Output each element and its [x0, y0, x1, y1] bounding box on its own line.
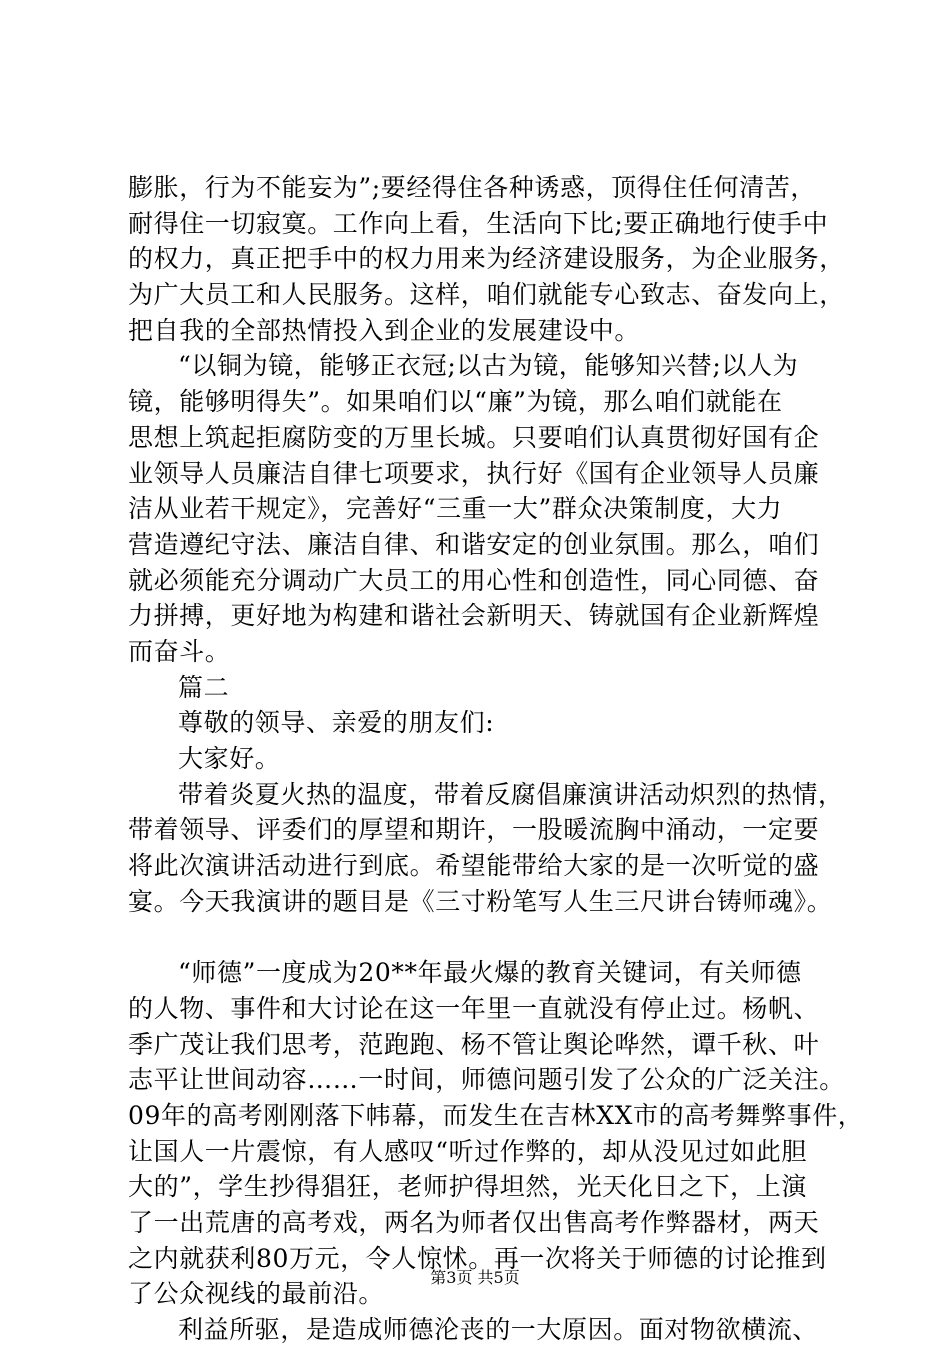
- text-line: 的人物、事件和大讨论在这一年里一直就没有停止过。杨帆、: [128, 993, 820, 1023]
- body-text: [128, 170, 864, 1348]
- text-line: 大的”，学生抄得猖狂，老师护得坦然，光天化日之下，上演: [128, 1172, 807, 1202]
- text-line: 了一出荒唐的高考戏，两名为师者仅出售高考作弊器材，两天: [128, 1207, 820, 1237]
- text-line: 了公众视线的最前沿。: [128, 1279, 385, 1309]
- text-line: 带着领导、评委们的厚望和期许，一股暖流胸中涌动，一定要: [128, 815, 820, 845]
- text-line: 营造遵纪守法、廉洁自律、和谐安定的创业氛围。那么，咱们: [128, 529, 820, 559]
- text-line: 宴。今天我演讲的题目是《三寸粉笔写人生三尺讲台铸师魂》。: [128, 886, 833, 916]
- page-number-footer: 第3页 共5页: [430, 1268, 520, 1287]
- paragraph-start-line: “以铜为镜，能够正衣冠;以古为镜，能够知兴替;以人为: [178, 351, 799, 381]
- text-line: 的权力，真正把手中的权力用来为经济建设服务，为企业服务，: [128, 244, 845, 274]
- text-line: 思想上筑起拒腐防变的万里长城。只要咱们认真贯彻好国有企: [128, 422, 820, 452]
- text-line: 就必须能充分调动广大员工的用心性和创造性，同心同德、奋: [128, 565, 820, 595]
- text-line: 志平让世间动容……一时间，师德问题引发了公众的广泛关注。: [128, 1065, 845, 1095]
- paragraph-start-line: 带着炎夏火热的温度，带着反腐倡廉演讲活动炽烈的热情，: [178, 779, 844, 809]
- text-line: 力拼搏，更好地为构建和谐社会新明天、铸就国有企业新辉煌: [128, 601, 820, 631]
- paragraph-start-line: 利益所驱，是造成师德沦丧的一大原因。面对物欲横流、: [178, 1315, 819, 1344]
- salutation: 尊敬的领导、亲爱的朋友们:: [178, 708, 495, 738]
- section-heading: 篇二: [178, 672, 230, 702]
- text-line: 而奋斗。: [128, 636, 231, 666]
- text-line: 让国人一片震惊，有人感叹“听过作弊的，却从没见过如此胆: [128, 1136, 807, 1166]
- text-line: 把自我的全部热情投入到企业的发展建设中。: [128, 315, 641, 345]
- greeting: 大家好。: [178, 744, 281, 773]
- text-line: 耐得住一切寂寞。工作向上看，生活向下比;要正确地行使手中: [128, 208, 829, 238]
- text-line: 季广茂让我们思考，范跑跑、杨不管让舆论哗然，谭千秋、叶: [128, 1029, 820, 1059]
- paragraph-start-line: “师德”一度成为20**年最火爆的教育关键词，有关师德: [178, 958, 802, 988]
- text-line: 镜，能够明得失”。如果咱们以“廉”为镜，那么咱们就能在: [128, 387, 783, 417]
- text-line: 09年的高考刚刚落下帏幕，而发生在吉林XX市的高考舞弊事件，: [128, 1100, 864, 1130]
- blank-line: [128, 919, 848, 955]
- text-line: 膨胀，行为不能妄为”;要经得住各种诱惑，顶得住任何清苦，: [128, 173, 817, 202]
- text-line: 洁从业若干规定》，完善好“三重一大”群众决策制度，大力: [128, 494, 783, 524]
- text-line: 业领导人员廉洁自律七项要求，执行好《国有企业领导人员廉: [128, 458, 820, 488]
- text-line: 为广大员工和人民服务。这样，咱们就能专心致志、奋发向上，: [128, 280, 845, 310]
- text-line: 将此次演讲活动进行到底。希望能带给大家的是一次听觉的盛: [128, 851, 820, 881]
- text-line: 之内就获利80万元，令人惊怵。再一次将关于师德的讨论推到: [128, 1243, 827, 1273]
